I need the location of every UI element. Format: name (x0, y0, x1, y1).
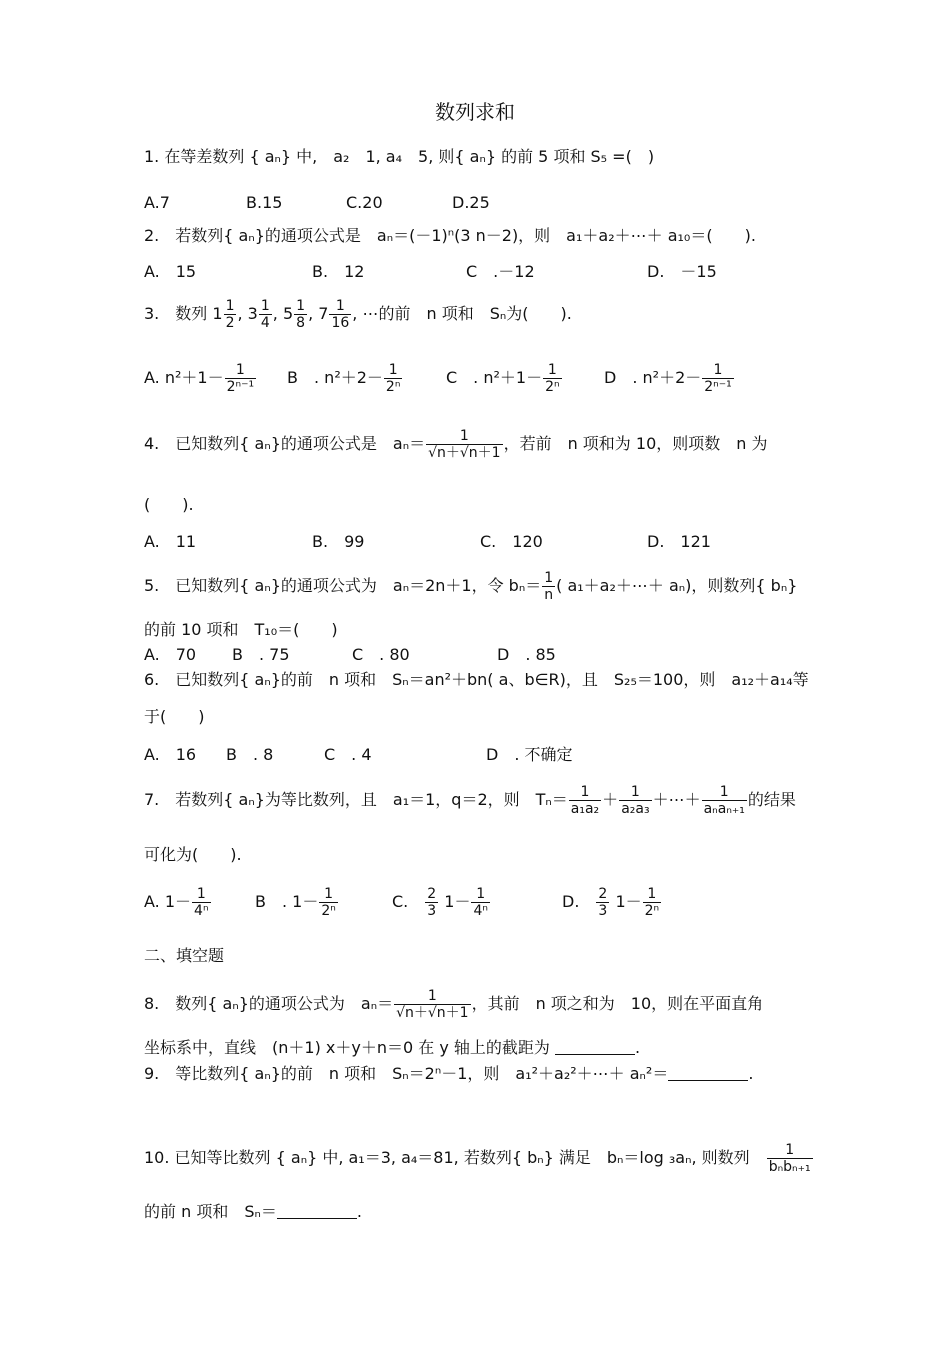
q6-option-d: D . 不确定 (486, 745, 573, 764)
q3-option-a: A. n²＋1－ $\frac{1}{\text{2ⁿ⁻¹}}$ (144, 362, 255, 395)
q1-option-d: D.25 (452, 193, 490, 212)
q10-line-2: 的前 n 项和 Sₙ＝ . (144, 1202, 362, 1221)
q3-term: 5 $\frac{1}{8}$ , (282, 298, 314, 331)
q3-suffix: ⋯的前 n 项和 Sₙ为( ). (362, 304, 572, 323)
q7-line-2: 可化为( ). (144, 845, 242, 864)
q7-option-d: D. $\frac{2}{3}$ 1－ $\frac{1}{\text{2ⁿ}}$ (562, 886, 660, 919)
q6-option-b: B . 8 (226, 745, 274, 764)
q7-option-b: B . 1－ $\frac{1}{\text{2ⁿ}}$ (255, 886, 336, 919)
question-10: 10. 已知等比数列 { aₙ} 中, a₁＝3, a₄＝81, 若数列{ bₙ} 满足 bₙ＝log ₃aₙ, 则数列 $\frac{1}{\text{bₙbₙ₊₁}}$ (144, 1142, 811, 1175)
q3-term: 1 $\frac{1}{2}$ , (212, 298, 243, 331)
q5-option-c: C . 80 (352, 645, 410, 664)
page-title: 数列求和 (435, 100, 515, 124)
q6-line-2: 于( ) (144, 707, 205, 726)
q5-line-2: 的前 10 项和 T₁₀＝( ) (144, 620, 338, 639)
q1-option-a: A.7 (144, 193, 170, 212)
q5-option-b: B . 75 (232, 645, 290, 664)
q2-option-a: A. 15 (144, 262, 197, 281)
question-4: 4. 已知数列{ aₙ}的通项公式是 aₙ＝ $\frac{1}{√n+√n+1}$ ，若前 n 项和为 10，则项数 n 为 (144, 428, 768, 461)
q2-option-c: C .－12 (466, 262, 535, 281)
q7-option-c: C. $\frac{2}{3}$ 1－ $\frac{1}{\text{4ⁿ}}$ (392, 886, 488, 919)
q3-prefix: 3. 数列 (144, 304, 208, 323)
question-5: 5. 已知数列{ aₙ}的通项公式为 aₙ＝2n＋1，令 bₙ＝ $\frac{1}{n}$ ( a₁＋a₂＋⋯＋ aₙ)，则数列{ bₙ} (144, 570, 798, 603)
q6-option-c: C . 4 (324, 745, 372, 764)
question-6: 6. 已知数列{ aₙ}的前 n 项和 Sₙ＝an²＋bn( a、b∈R)，且 S₂₅＝100，则 a₁₂＋a₁₄等 (144, 670, 809, 689)
question-9: 9. 等比数列{ aₙ}的前 n 项和 Sₙ＝2ⁿ－1，则 a₁²＋a₂²＋⋯＋ aₙ²＝ . (144, 1064, 754, 1083)
answer-blank[interactable] (555, 1040, 635, 1055)
q3-term: 7 $\frac{1}{16}$ , (318, 298, 358, 331)
section-heading: 二、填空题 (144, 946, 225, 965)
q4-line-2: ( ). (144, 495, 194, 514)
q3-option-b: B . n²＋2－ $\frac{1}{\text{2ⁿ}}$ (287, 362, 401, 395)
answer-blank[interactable] (277, 1204, 357, 1219)
question-7: 7. 若数列{ aₙ}为等比数列，且 a₁＝1，q＝2，则 Tₙ＝ $\frac{1}{\text{a₁a₂}}$ ＋ $\frac{1}{\text{a₂a₃}}$ ＋⋯＋ $\frac{1}{\text{aₙaₙ₊₁}}$ 的结果 (144, 784, 796, 817)
q5-option-a: A. 70 (144, 645, 197, 664)
q3-term: 3 $\frac{1}{4}$ , (247, 298, 278, 331)
q4-option-c: C. 120 (480, 532, 543, 551)
question-1: 1. 在等差数列 { aₙ} 中, a₂ 1, a₄ 5, 则{ aₙ} 的前 5 项和 S₅ =( ) (144, 147, 655, 166)
q6-option-a: A. 16 (144, 745, 197, 764)
question-8: 8. 数列{ aₙ}的通项公式为 aₙ＝ $\frac{1}{√n+√n+1}$ ，其前 n 项之和为 10，则在平面直角 (144, 988, 764, 1021)
q8-line-2: 坐标系中，直线 (n＋1) x＋y＋n＝0 在 y 轴上的截距为 . (144, 1038, 641, 1057)
q2-option-d: D. －15 (647, 262, 717, 281)
q2-option-b: B. 12 (312, 262, 365, 281)
q7-option-a: A. 1－ $\frac{1}{\text{4ⁿ}}$ (144, 886, 209, 919)
q1-option-c: C.20 (346, 193, 383, 212)
answer-blank[interactable] (668, 1066, 748, 1081)
q1-option-b: B.15 (246, 193, 283, 212)
q4-option-d: D. 121 (647, 532, 711, 551)
question-2: 2. 若数列{ aₙ}的通项公式是 aₙ＝(－1)ⁿ(3 n－2)，则 a₁＋a₂＋⋯＋ a₁₀＝( ). (144, 226, 756, 245)
q3-option-d: D . n²＋2－ $\frac{1}{\text{2ⁿ⁻¹}}$ (604, 362, 732, 395)
q4-option-a: A. 11 (144, 532, 197, 551)
q4-option-b: B. 99 (312, 532, 365, 551)
q3-option-c: C . n²＋1－ $\frac{1}{\text{2ⁿ}}$ (446, 362, 560, 395)
question-3 (144, 298, 572, 331)
q5-option-d: D . 85 (497, 645, 556, 664)
